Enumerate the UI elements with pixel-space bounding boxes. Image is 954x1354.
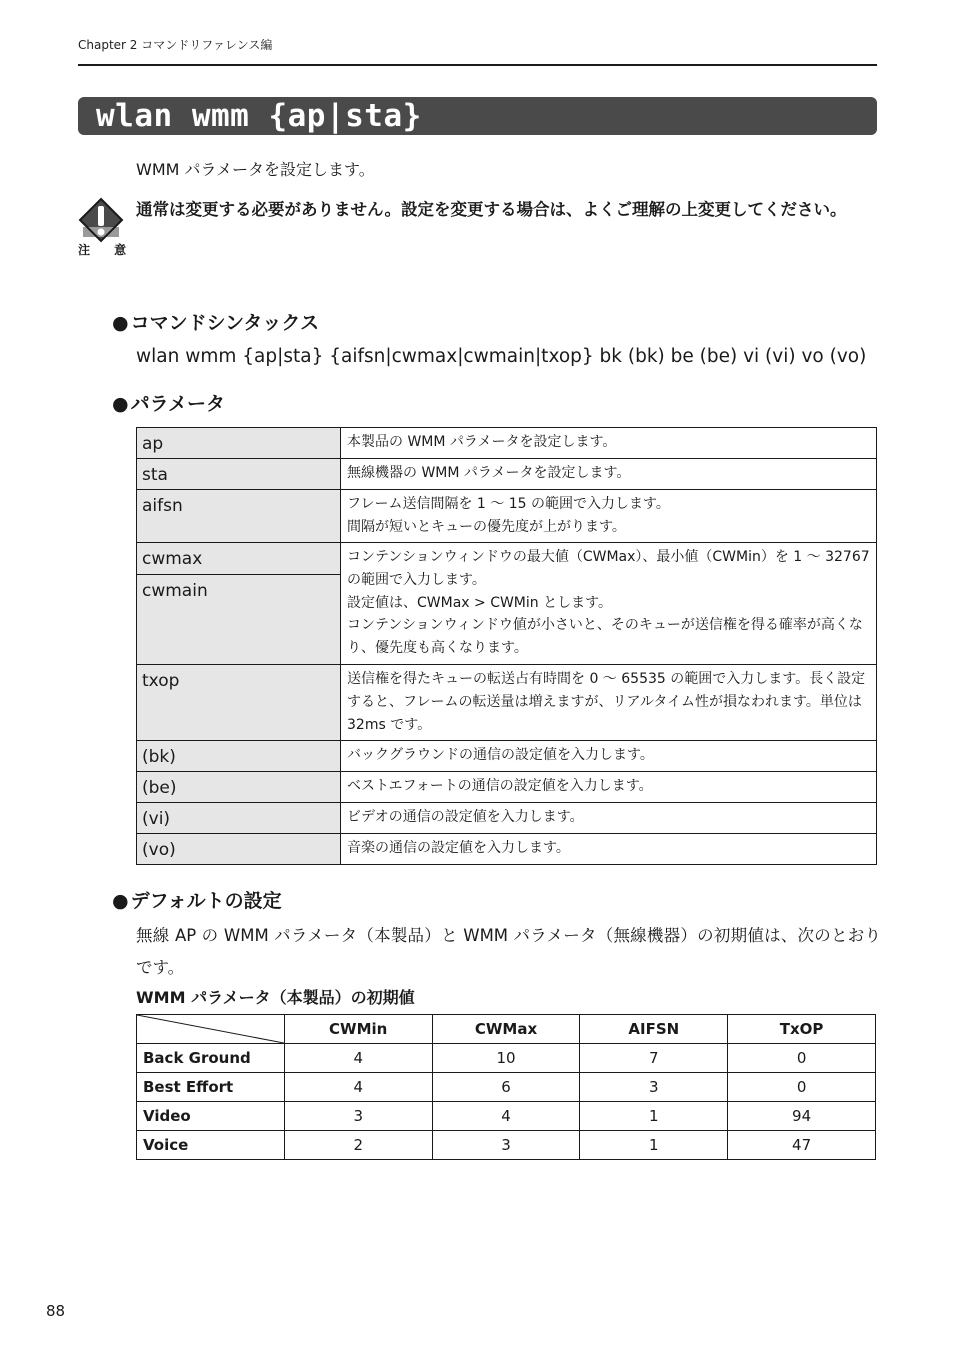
caution-label: 注 意 xyxy=(78,243,137,257)
column-header: CWMax xyxy=(432,1015,580,1044)
table-header-row xyxy=(137,1015,876,1044)
table-cell: 4 xyxy=(432,1102,580,1131)
table-row xyxy=(137,490,877,543)
row-label: Voice xyxy=(137,1131,285,1160)
param-name: (bk) xyxy=(137,741,341,772)
table-cell: 7 xyxy=(580,1044,728,1073)
header-rule xyxy=(78,64,877,66)
param-name: cwmain xyxy=(137,574,341,664)
param-name: ap xyxy=(137,428,341,459)
chapter-header: Chapter 2 コマンドリファレンス編 xyxy=(78,38,273,52)
table-row xyxy=(137,741,877,772)
table-cell: 3 xyxy=(432,1131,580,1160)
column-header: CWMin xyxy=(284,1015,432,1044)
param-desc: バックグラウンドの通信の設定値を入力します。 xyxy=(341,741,877,772)
param-desc: ビデオの通信の設定値を入力します。 xyxy=(341,803,877,834)
section-heading-params-label: パラメータ xyxy=(130,393,226,415)
param-name: sta xyxy=(137,459,341,490)
command-syntax: wlan wmm {ap|sta} {aifsn|cwmax|cwmain|txop} bk (bk) be (be) vi (vi) vo (vo) xyxy=(136,346,867,367)
section-heading-params xyxy=(112,391,225,417)
row-label: Video xyxy=(137,1102,285,1131)
table-row xyxy=(137,1044,876,1073)
section-heading-defaults-label: デフォルトの設定 xyxy=(130,890,282,912)
param-desc: 本製品の WMM パラメータを設定します。 xyxy=(341,428,877,459)
param-desc: 音楽の通信の設定値を入力します。 xyxy=(341,834,877,865)
table-cell: 1 xyxy=(580,1131,728,1160)
table-row xyxy=(137,1102,876,1131)
param-name: aifsn xyxy=(137,490,341,543)
table-row xyxy=(137,1131,876,1160)
defaults-table-caption: WMM パラメータ（本製品）の初期値 xyxy=(136,988,415,1007)
param-name: txop xyxy=(137,664,341,740)
caution-icon xyxy=(78,197,137,259)
section-heading-syntax-label: コマンドシンタックス xyxy=(130,312,320,334)
table-cell: 10 xyxy=(432,1044,580,1073)
param-desc: フレーム送信間隔を 1 〜 15 の範囲で入力します。 間隔が短いとキューの優先度が上がります。 xyxy=(341,490,877,543)
param-desc: コンテンションウィンドウの最大値（CWMax）、最小値（CWMin）を 1 〜 32767 の範囲で入力します。 設定値は、CWMax > CWMin とします。 コンテンションウィンドウ値が小さいと、そのキューが送信権を得る確率が高くなり、優先度も高くなります。 xyxy=(341,543,877,665)
param-name: cwmax xyxy=(137,543,341,575)
corner-cell xyxy=(137,1015,285,1044)
bullet-icon: ● xyxy=(112,393,129,415)
table-cell: 3 xyxy=(284,1102,432,1131)
param-name: (vi) xyxy=(137,803,341,834)
bullet-icon: ● xyxy=(112,890,129,912)
page-title: wlan wmm {ap|sta} xyxy=(78,97,877,135)
table-row xyxy=(137,459,877,490)
lead-text: WMM パラメータを設定します。 xyxy=(136,160,375,179)
table-cell: 0 xyxy=(728,1044,876,1073)
parameter-table xyxy=(136,427,877,865)
table-row xyxy=(137,664,877,740)
param-desc: 送信権を得たキューの転送占有時間を 0 〜 65535 の範囲で入力します。長く設定すると、フレームの転送量は増えますが、リアルタイム性が損なわれます。単位は 32ms です。 xyxy=(341,664,877,740)
param-desc: ベストエフォートの通信の設定値を入力します。 xyxy=(341,772,877,803)
section-heading-syntax xyxy=(112,310,319,336)
table-cell: 2 xyxy=(284,1131,432,1160)
param-name: (vo) xyxy=(137,834,341,865)
table-cell: 4 xyxy=(284,1044,432,1073)
param-desc: 無線機器の WMM パラメータを設定します。 xyxy=(341,459,877,490)
table-row xyxy=(137,803,877,834)
row-label: Best Effort xyxy=(137,1073,285,1102)
table-row xyxy=(137,834,877,865)
table-row xyxy=(137,1073,876,1102)
section-heading-defaults xyxy=(112,888,282,914)
param-name: (be) xyxy=(137,772,341,803)
table-cell: 6 xyxy=(432,1073,580,1102)
row-label: Back Ground xyxy=(137,1044,285,1073)
bullet-icon: ● xyxy=(112,312,129,334)
table-row xyxy=(137,428,877,459)
table-cell: 47 xyxy=(728,1131,876,1160)
table-row xyxy=(137,543,877,575)
table-cell: 1 xyxy=(580,1102,728,1131)
defaults-table xyxy=(136,1014,876,1160)
page-number: 88 xyxy=(46,1302,66,1320)
table-cell: 3 xyxy=(580,1073,728,1102)
table-cell: 94 xyxy=(728,1102,876,1131)
caution-text: 通常は変更する必要がありません。設定を変更する場合は、よくご理解の上変更してください。 xyxy=(136,200,847,219)
column-header: AIFSN xyxy=(580,1015,728,1044)
column-header: TxOP xyxy=(728,1015,876,1044)
defaults-paragraph: 無線 AP の WMM パラメータ（本製品）と WMM パラメータ（無線機器）の初期値は、次のとおりです。 xyxy=(136,926,881,977)
table-row xyxy=(137,772,877,803)
table-cell: 4 xyxy=(284,1073,432,1102)
table-cell: 0 xyxy=(728,1073,876,1102)
